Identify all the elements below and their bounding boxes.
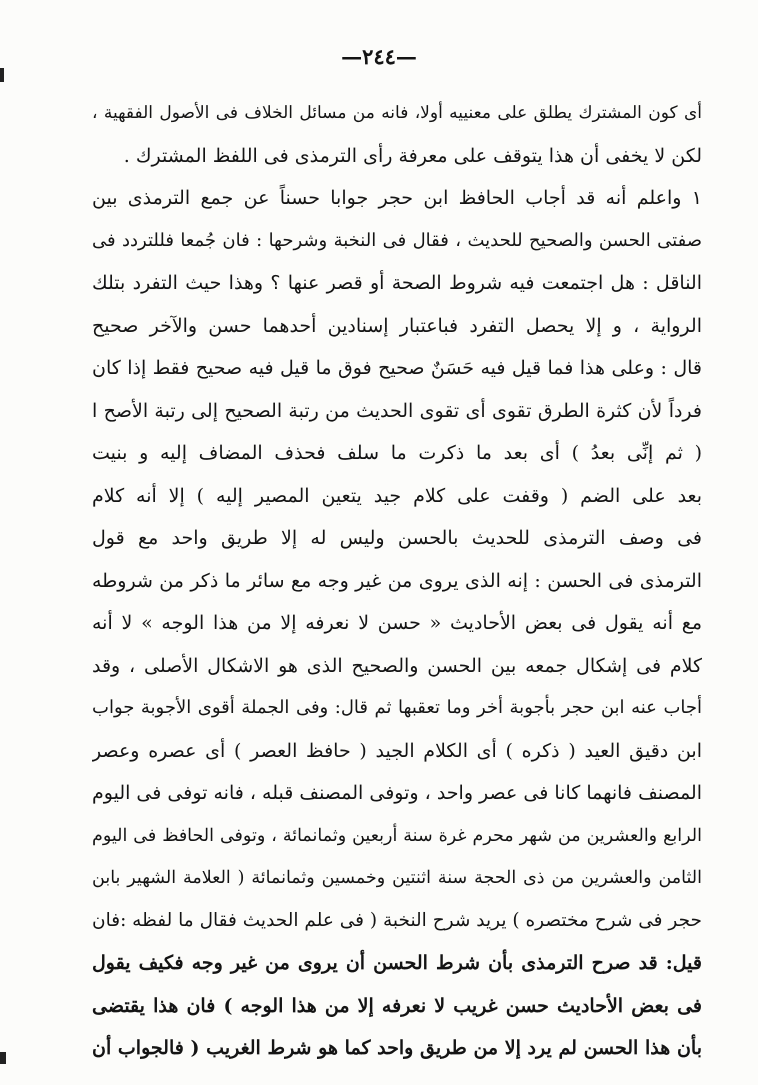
text-line: بأن هذا الحسن لم يرد إلا من طريق واحد كما هو شرط الغريب ( فالجواب أن [92,1037,702,1059]
text-line: ( ثم إنِّى بعدُ ) أى بعد ما ذكرت ما سلف فحذف المضاف إليه و بنيت [92,442,702,464]
text-line: المصنف فانهما كانا فى عصر واحد ، وتوفى المصنف قبله ، فانه توفى فى اليوم [92,782,702,804]
text-line: ١ واعلم أنه قد أجاب الحافظ ابن حجر جوابا حسناً عن جمع الترمذى بين [92,187,702,209]
text-line: فى وصف الترمذى للحديث بالحسن وليس له إلا طريق واحد مع قول [92,527,702,549]
text-line: ابن دقيق العيد ( ذكره ) أى الكلام الجيد ( حافظ العصر ) أى عصره وعصر [92,739,702,762]
text-line: حجر فى شرح مختصره ) يريد شرح النخبة ( فى علم الحديث فقال ما لفظه :فان [92,909,702,931]
text-line: مع أنه يقول فى بعض الأحاديث « حسن لا نعرفه إلا من هذا الوجه » لا أنه [92,612,702,634]
text-line: الثامن والعشرين من ذى الحجة سنة اثنتين وخمسين وثمانمائة ( العلامة الشهير بابن [92,868,702,888]
text-line: الرابع والعشرين من شهر محرم غرة سنة أربعين وثمانمائة ، وتوفى الحافظ فى اليوم [92,825,702,846]
text-line: صفتى الحسن والصحيح للحديث ، فقال فى النخبة وشرحها : فان جُمعا فللتردد فى [92,229,702,251]
text-line: الناقل : هل اجتمعت فيه شروط الصحة أو قصر عنها ؟ وهذا حيث التفرد بتلك [92,272,702,294]
text-line: أى كون المشترك يطلق على معنييه أولا، فانه من مسائل الخلاف فى الأصول الفقهية ، [92,103,702,123]
text-line: الرواية ، و إلا يحصل التفرد فباعتبار إسنادين أحدهما حسن والآخر صحيح [92,314,702,337]
text-line: لكن لا يخفى أن هذا يتوقف على معرفة رأى الترمذى فى اللفظ المشترك . [123,144,702,167]
text-line: الترمذى فى الحسن : إنه الذى يروى من غير وجه مع سائر ما ذكر من شروطه [92,569,702,592]
body-text [92,92,702,1070]
text-line: كلام فى إشكال جمعه بين الحسن والصحيح الذى هو الاشكال الأصلى ، وقد [92,654,702,677]
text-line: بعد على الضم ( وقفت على كلام جيد يتعين المصير إليه ) إلا أنه كلام [92,484,702,507]
text-line: فرداً لأن كثرة الطرق تقوى أى تقوى الحديث من رتبة الصحيح إلى رتبة الأصح ا [92,399,702,422]
scan-edge-mark [0,1052,6,1064]
scan-edge-mark [0,68,4,82]
text-line: قيل: قد صرح الترمذى بأن شرط الحسن أن يروى من غير وجه فكيف يقول [92,952,702,974]
page-number: —٢٤٤— [341,44,417,69]
text-line: قال : وعلى هذا فما قيل فيه حَسَنٌ صحيح فوق ما قيل فيه صحيح فقط إذا كان [92,357,702,379]
text-line: أجاب عنه ابن حجر بأجوبة أخر وما تعقبها ثم قال: وفى الجملة أقوى الأجوبة جواب [92,697,702,718]
text-line: فى بعض الأحاديث حسن غريب لا نعرفه إلا من هذا الوجه ) فان هذا يقتضى [92,994,702,1017]
